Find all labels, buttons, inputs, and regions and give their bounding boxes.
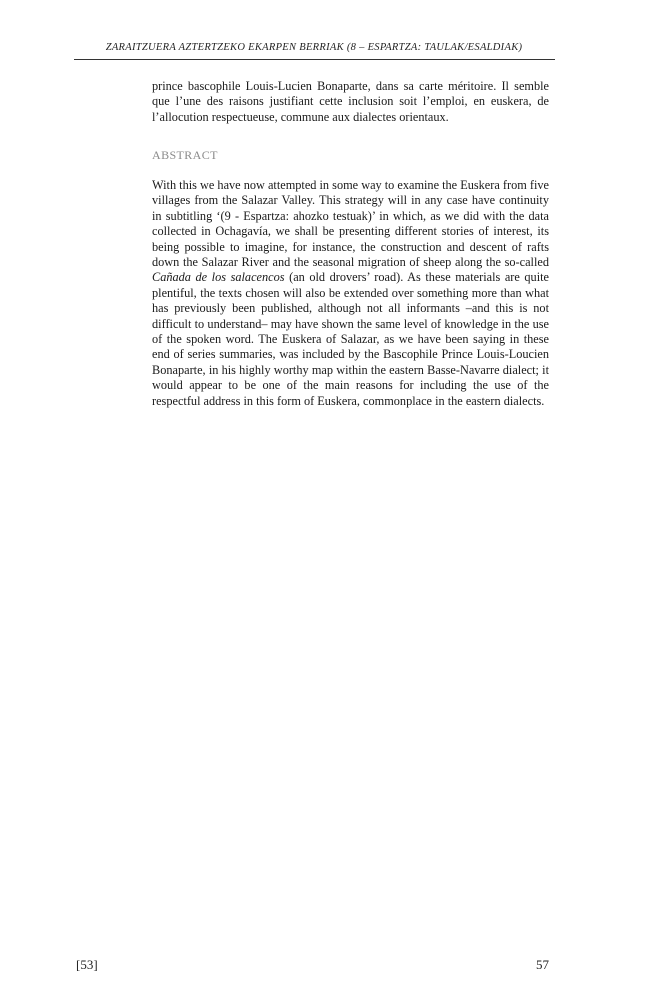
resume-continuation [152,79,549,125]
header-rule [74,59,555,60]
abstract-body [152,178,549,409]
running-header: ZARAITZUERA AZTERTZEKO EKARPEN BERRIAK (8 – ESPARTZA: TAULAK/ESALDIAK) [105,42,523,53]
abstract-text-before: With this we have now attempted in some way to examine the Euskera from five villages from the Salazar Valley. This strategy will in any case have continuity in subtitling ‘(9 - Espartza: ahozko testuak)’ in which, as we did with the data collected in Ochagavía, we shall be presenting different stories of interest, its being possible to imagine, for instance, the construction and descent of rafts down the Salazar River and the seasonal migration of sheep along the so-called [152,178,549,270]
abstract-text-after: (an old drovers’ road). As these materials are quite plentiful, the texts chosen will also be extended over something more than what has previously been published, although not all informants –and this is not difficult to understand– may have shown the same level of knowledge in the use of the spoken word. The Euskera of Salazar, as we have been saying in these end of series summaries, was included by the Bascophile Prince Louis-Loucien Bonaparte, in his highly worthy map within the eastern Basse-Navarre dialect; it would appear to be one of the main reasons for including the use of the respectful address in this form of Euskera, commonplace in the eastern dialects. [152,270,549,408]
bracketed-page-label: [53] [76,957,98,972]
page-number: 57 [536,957,549,972]
resume-paragraph: prince bascophile Louis-Lucien Bonaparte, dans sa carte méritoire. Il semble que l’une des raisons justifiant cette inclusion soit l’emploi, en euskera, de l’allocution respectueuse, commune aux dialectes orientaux. [152,79,549,124]
abstract-italic-term: Cañada de los salacencos [152,270,285,285]
abstract-heading: ABSTRACT [152,148,218,162]
abstract-paragraph [152,178,549,409]
